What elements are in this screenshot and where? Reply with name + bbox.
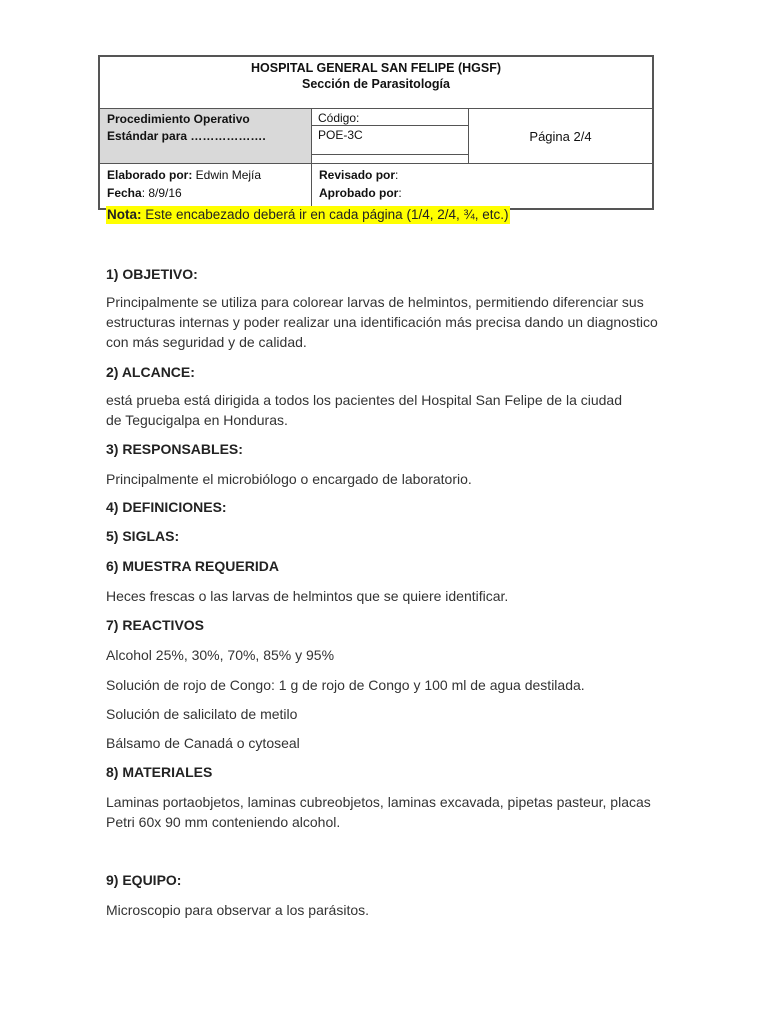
section-name: Sección de Parasitología [302, 77, 450, 91]
author-cell [100, 164, 312, 208]
muestra-heading: 6) MUESTRA REQUERIDA [106, 558, 279, 574]
revisado-value: : [395, 168, 399, 182]
equipo-heading: 9) EQUIPO: [106, 872, 182, 888]
definiciones-heading: 4) DEFINICIONES: [106, 499, 227, 515]
reactivo-item: Solución de salicilato de metilo [106, 706, 298, 722]
fecha-value: : 8/9/16 [141, 186, 182, 200]
materiales-paragraph: Laminas portaobjetos, laminas cubreobjetos, laminas excavada, pipetas pasteur, placas Petri 60x 90 mm conteniendo alcohol. [106, 794, 651, 830]
reactivos-heading: 7) REACTIVOS [106, 617, 205, 633]
code-cell [312, 109, 469, 163]
page-number: Página 2/4 [529, 128, 592, 144]
review-cell [312, 164, 652, 208]
siglas-heading: 5) SIGLAS: [106, 528, 180, 544]
alcance-paragraph: está prueba está dirigida a todos los pacientes del Hospital San Felipe de la ciudad de Tegucigalpa en Honduras. [106, 392, 622, 428]
hospital-name: HOSPITAL GENERAL SAN FELIPE (HGSF) [250, 61, 502, 75]
elaborado-label: Elaborado por: [107, 168, 193, 182]
objetivo-heading: 1) OBJETIVO: [106, 266, 198, 282]
note-text: Este encabezado deberá ir en cada página (1/4, 2/4, ¾, etc.) [141, 207, 509, 222]
fecha-label: Fecha [107, 186, 142, 200]
header-title-cell [100, 57, 652, 109]
alcance-heading: 2) ALCANCE: [106, 364, 195, 380]
reactivo-item: Solución de rojo de Congo: 1 g de rojo de Congo y 100 ml de agua destilada. [106, 677, 585, 693]
elaborado-value: Edwin Mejía [192, 168, 262, 182]
header-bottom-row [100, 164, 652, 208]
muestra-paragraph: Heces frescas o las larvas de helmintos que se quiere identificar. [106, 588, 509, 604]
responsables-paragraph: Principalmente el microbiólogo o encargado de laboratorio. [106, 471, 472, 487]
code-value: POE-3C [312, 126, 468, 155]
aprobado-label: Aprobado por [319, 186, 399, 200]
objetivo-paragraph: Principalmente se utiliza para colorear larvas de helmintos, permitiendo diferenciar sus estructuras internas y poder realizar una identificación más precisa dando un diagnostico con más seguridad y de calidad. [106, 294, 658, 350]
note-label: Nota: [107, 207, 142, 222]
aprobado-value: : [398, 186, 402, 200]
procedure-line-2: Estándar para ………………. [107, 129, 266, 143]
header-table [98, 55, 654, 210]
responsables-heading: 3) RESPONSABLES: [106, 441, 243, 457]
revisado-label: Revisado por [319, 168, 396, 182]
materiales-heading: 8) MATERIALES [106, 764, 213, 780]
code-label: Código: [312, 109, 468, 126]
procedure-cell [100, 109, 312, 163]
reactivo-item: Alcohol 25%, 30%, 70%, 85% y 95% [106, 647, 335, 663]
reactivo-item: Bálsamo de Canadá o cytoseal [106, 735, 300, 751]
header-middle-row [100, 109, 652, 164]
highlighted-note [106, 206, 510, 224]
procedure-line-1: Procedimiento Operativo [107, 112, 250, 126]
equipo-paragraph: Microscopio para observar a los parásitos. [106, 902, 370, 918]
